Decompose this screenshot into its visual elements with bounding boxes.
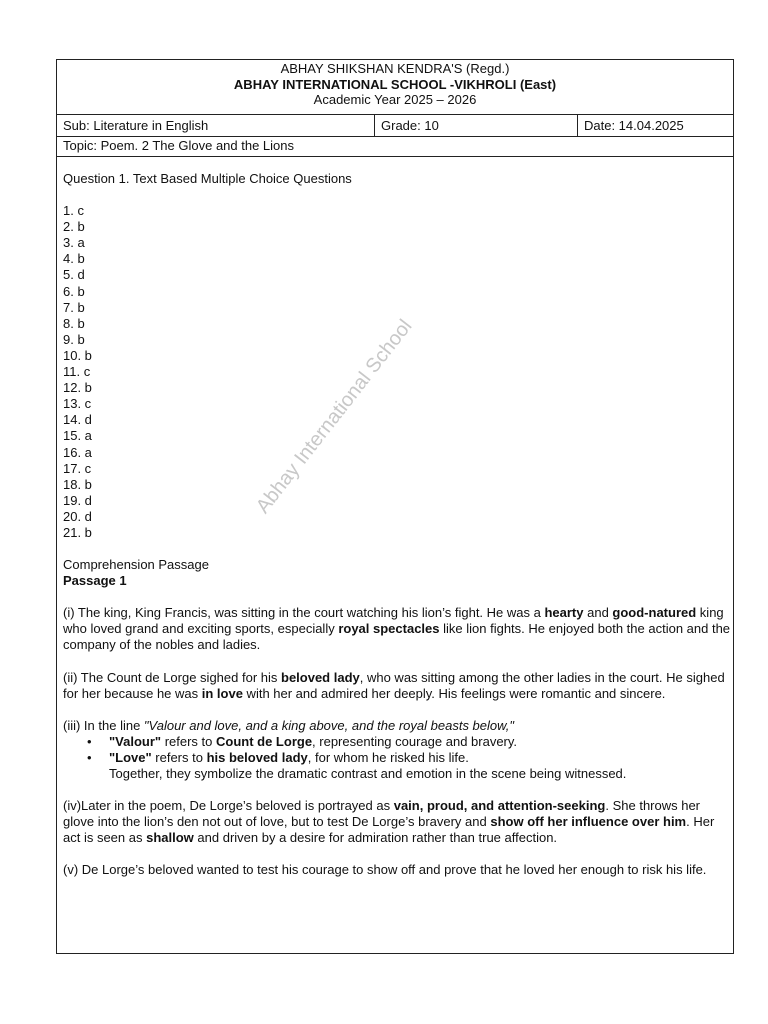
answer-item: 12. b — [63, 380, 92, 396]
answer-item: 13. c — [63, 396, 92, 412]
answer-item: 10. b — [63, 347, 92, 363]
answer-item: 19. d — [63, 492, 92, 508]
answer-item: 11. c — [63, 364, 91, 380]
answer-item: 9. b — [63, 331, 85, 347]
list-item: • "Valour" refers to Count de Lorge, representing courage and bravery. — [109, 734, 733, 750]
answer-ii: (ii) The Count de Lorge sighed for his beloved lady, who was sitting among the other ladies in the court. He sighed for her because he was in love with her and admired her deeply. His feelings were romantic and sincere. — [63, 669, 725, 701]
answer-item: 14. d — [63, 412, 92, 428]
answer-item: 3. a — [63, 235, 85, 251]
answer-item: 21. b — [63, 524, 92, 540]
answer-item: 16. a — [63, 444, 92, 460]
topic-row: Topic: Poem. 2 The Glove and the Lions — [57, 137, 733, 157]
content-area — [57, 157, 733, 878]
school-name: ABHAY INTERNATIONAL SCHOOL -VIKHROLI (East) — [233, 76, 557, 92]
watermark: Abhay International School — [252, 315, 417, 518]
answer-sheet — [56, 59, 734, 954]
answer-list — [63, 203, 733, 541]
answer-item: 8. b — [63, 315, 85, 331]
answer-iii: (iii) In the line "Valour and love, and a king above, and the royal beasts below," — [63, 717, 515, 733]
comprehension-title: Comprehension Passage — [63, 557, 209, 573]
date-cell: Date: 14.04.2025 — [584, 118, 684, 133]
answer-iii-list — [63, 734, 733, 766]
answer-v: (v) De Lorge’s beloved wanted to test his courage to show off and prove that he loved her enough to risk his life. — [63, 862, 707, 878]
org-name: ABHAY SHIKSHAN KENDRA'S (Regd.) — [280, 61, 510, 76]
answer-item: 20. d — [63, 508, 92, 524]
answer-item: 18. b — [63, 476, 92, 492]
answer-i: (i) The king, King Francis, was sitting in the court watching his lion’s fight. He was a hearty and good-natured king who loved grand and exciting sports, especially royal spectacles like lion fights. He enjoyed both the action and the company of the nobles and ladies. — [63, 605, 731, 653]
answer-item: 15. a — [63, 428, 92, 444]
answer-item: 4. b — [63, 251, 85, 267]
list-item: • "Love" refers to his beloved lady, for whom he risked his life. — [109, 750, 733, 766]
answer-item: 1. c — [63, 203, 84, 219]
answer-iv: (iv)Later in the poem, De Lorge’s beloved is portrayed as vain, proud, and attention-seeking. She throws her glove into the lion’s den not out of love, but to test De Lorge’s bravery and show off her influence over him. Her act is seen as shallow and driven by a desire for admiration rather than true affection. — [63, 798, 715, 846]
answer-iii-summary: Together, they symbolize the dramatic contrast and emotion in the scene being witnessed. — [109, 766, 627, 781]
answer-item: 7. b — [63, 299, 85, 315]
grade-cell: Grade: 10 — [375, 115, 578, 136]
passage-title: Passage 1 — [63, 573, 127, 589]
answer-item: 5. d — [63, 267, 85, 283]
school-header — [57, 60, 733, 115]
answer-item: 2. b — [63, 219, 85, 235]
answer-item: 17. c — [63, 460, 92, 476]
academic-year: Academic Year 2025 – 2026 — [313, 92, 477, 107]
answer-item: 6. b — [63, 283, 85, 299]
info-row — [57, 115, 733, 137]
question-1-title: Question 1. Text Based Multiple Choice Questions — [63, 171, 352, 186]
subject-cell: Sub: Literature in English — [57, 115, 375, 136]
